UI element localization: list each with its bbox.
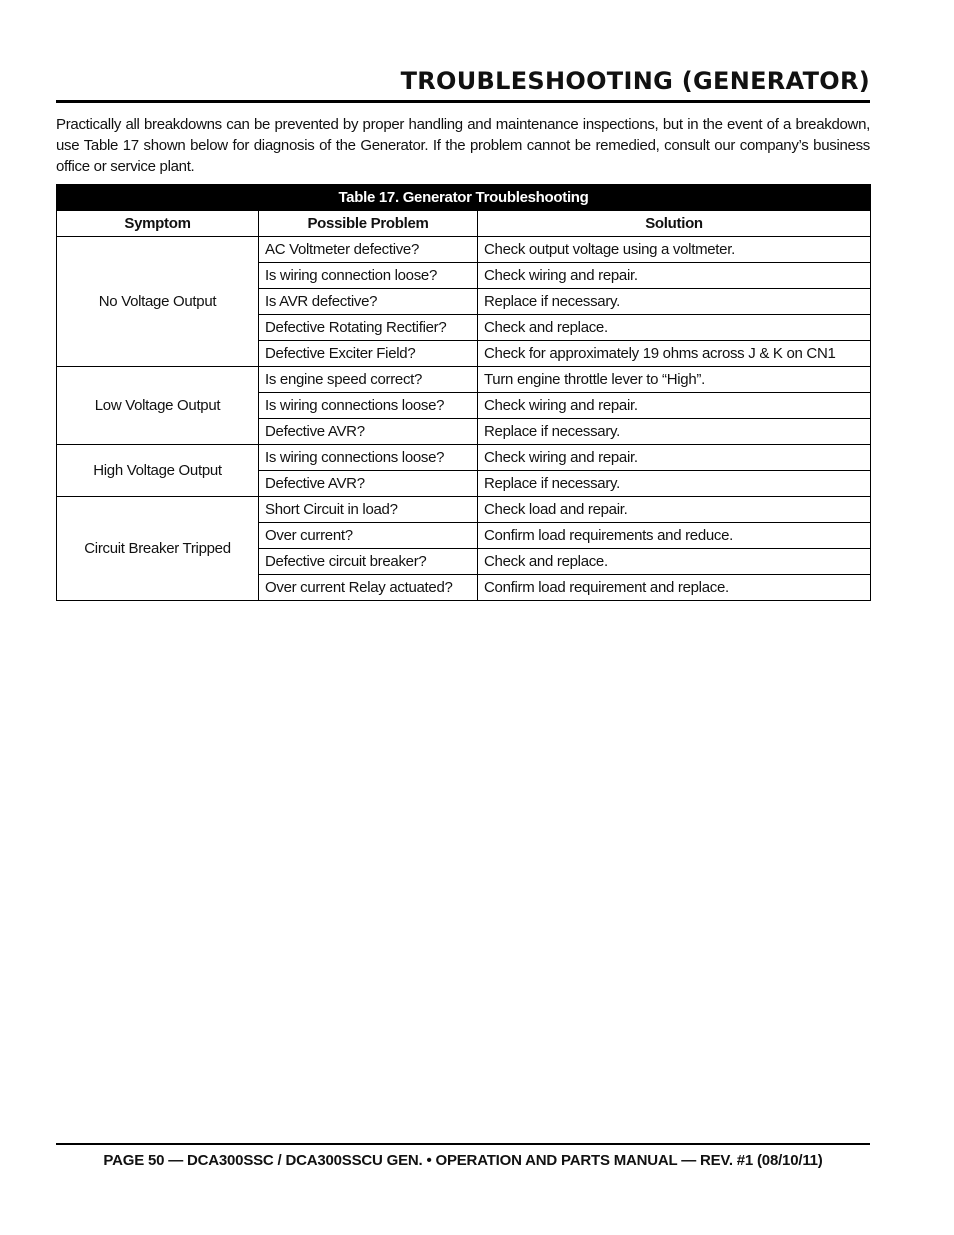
symptom-cell: No Voltage Output bbox=[57, 237, 259, 367]
problem-cell: Is wiring connection loose? bbox=[259, 263, 478, 289]
problem-cell: Is wiring connections loose? bbox=[259, 393, 478, 419]
problem-cell: Defective Exciter Field? bbox=[259, 341, 478, 367]
solution-cell: Check load and repair. bbox=[478, 497, 871, 523]
problem-cell: Defective circuit breaker? bbox=[259, 549, 478, 575]
table-row bbox=[57, 497, 871, 523]
page-footer: PAGE 50 — DCA300SSC / DCA300SSCU GEN. • OPERATION AND PARTS MANUAL — REV. #1 (08/10/11) bbox=[103, 1152, 823, 1169]
problem-cell: Over current Relay actuated? bbox=[259, 575, 478, 601]
solution-cell: Check and replace. bbox=[478, 549, 871, 575]
header-possible-problem: Possible Problem bbox=[259, 211, 478, 237]
problem-cell: Is AVR defective? bbox=[259, 289, 478, 315]
table-row bbox=[57, 237, 871, 263]
solution-cell: Replace if necessary. bbox=[478, 471, 871, 497]
solution-cell: Check and replace. bbox=[478, 315, 871, 341]
table-caption-row bbox=[57, 185, 871, 211]
solution-cell: Check wiring and repair. bbox=[478, 445, 871, 471]
solution-cell: Replace if necessary. bbox=[478, 289, 871, 315]
problem-cell: Is engine speed correct? bbox=[259, 367, 478, 393]
problem-cell: Is wiring connections loose? bbox=[259, 445, 478, 471]
symptom-cell: High Voltage Output bbox=[57, 445, 259, 497]
solution-cell: Check wiring and repair. bbox=[478, 263, 871, 289]
table-caption: Table 17. Generator Troubleshooting bbox=[57, 185, 871, 211]
problem-cell: Short Circuit in load? bbox=[259, 497, 478, 523]
problem-cell: Defective AVR? bbox=[259, 419, 478, 445]
problem-cell: AC Voltmeter defective? bbox=[259, 237, 478, 263]
header-solution: Solution bbox=[478, 211, 871, 237]
title-rule bbox=[56, 100, 870, 103]
solution-cell: Confirm load requirements and reduce. bbox=[478, 523, 871, 549]
solution-cell: Replace if necessary. bbox=[478, 419, 871, 445]
table-row bbox=[57, 367, 871, 393]
problem-cell: Over current? bbox=[259, 523, 478, 549]
troubleshooting-table bbox=[56, 184, 871, 601]
solution-cell: Confirm load requirement and replace. bbox=[478, 575, 871, 601]
table-row bbox=[57, 445, 871, 471]
problem-cell: Defective Rotating Rectifier? bbox=[259, 315, 478, 341]
symptom-cell: Circuit Breaker Tripped bbox=[57, 497, 259, 601]
solution-cell: Check wiring and repair. bbox=[478, 393, 871, 419]
solution-cell: Check output voltage using a voltmeter. bbox=[478, 237, 871, 263]
page-title: TROUBLESHOOTING (GENERATOR) bbox=[400, 67, 870, 95]
footer-rule bbox=[56, 1143, 870, 1145]
solution-cell: Check for approximately 19 ohms across J & K on CN1 bbox=[478, 341, 871, 367]
table-header-row bbox=[57, 211, 871, 237]
intro-paragraph: Practically all breakdowns can be prevented by proper handling and maintenance inspections, but in the event of a breakdown, use Table 17 shown below for diagnosis of the Generator. If the problem cannot be remedied, consult our company’s business office or service plant. bbox=[56, 116, 870, 175]
header-symptom: Symptom bbox=[57, 211, 259, 237]
solution-cell: Turn engine throttle lever to “High”. bbox=[478, 367, 871, 393]
symptom-cell: Low Voltage Output bbox=[57, 367, 259, 445]
problem-cell: Defective AVR? bbox=[259, 471, 478, 497]
